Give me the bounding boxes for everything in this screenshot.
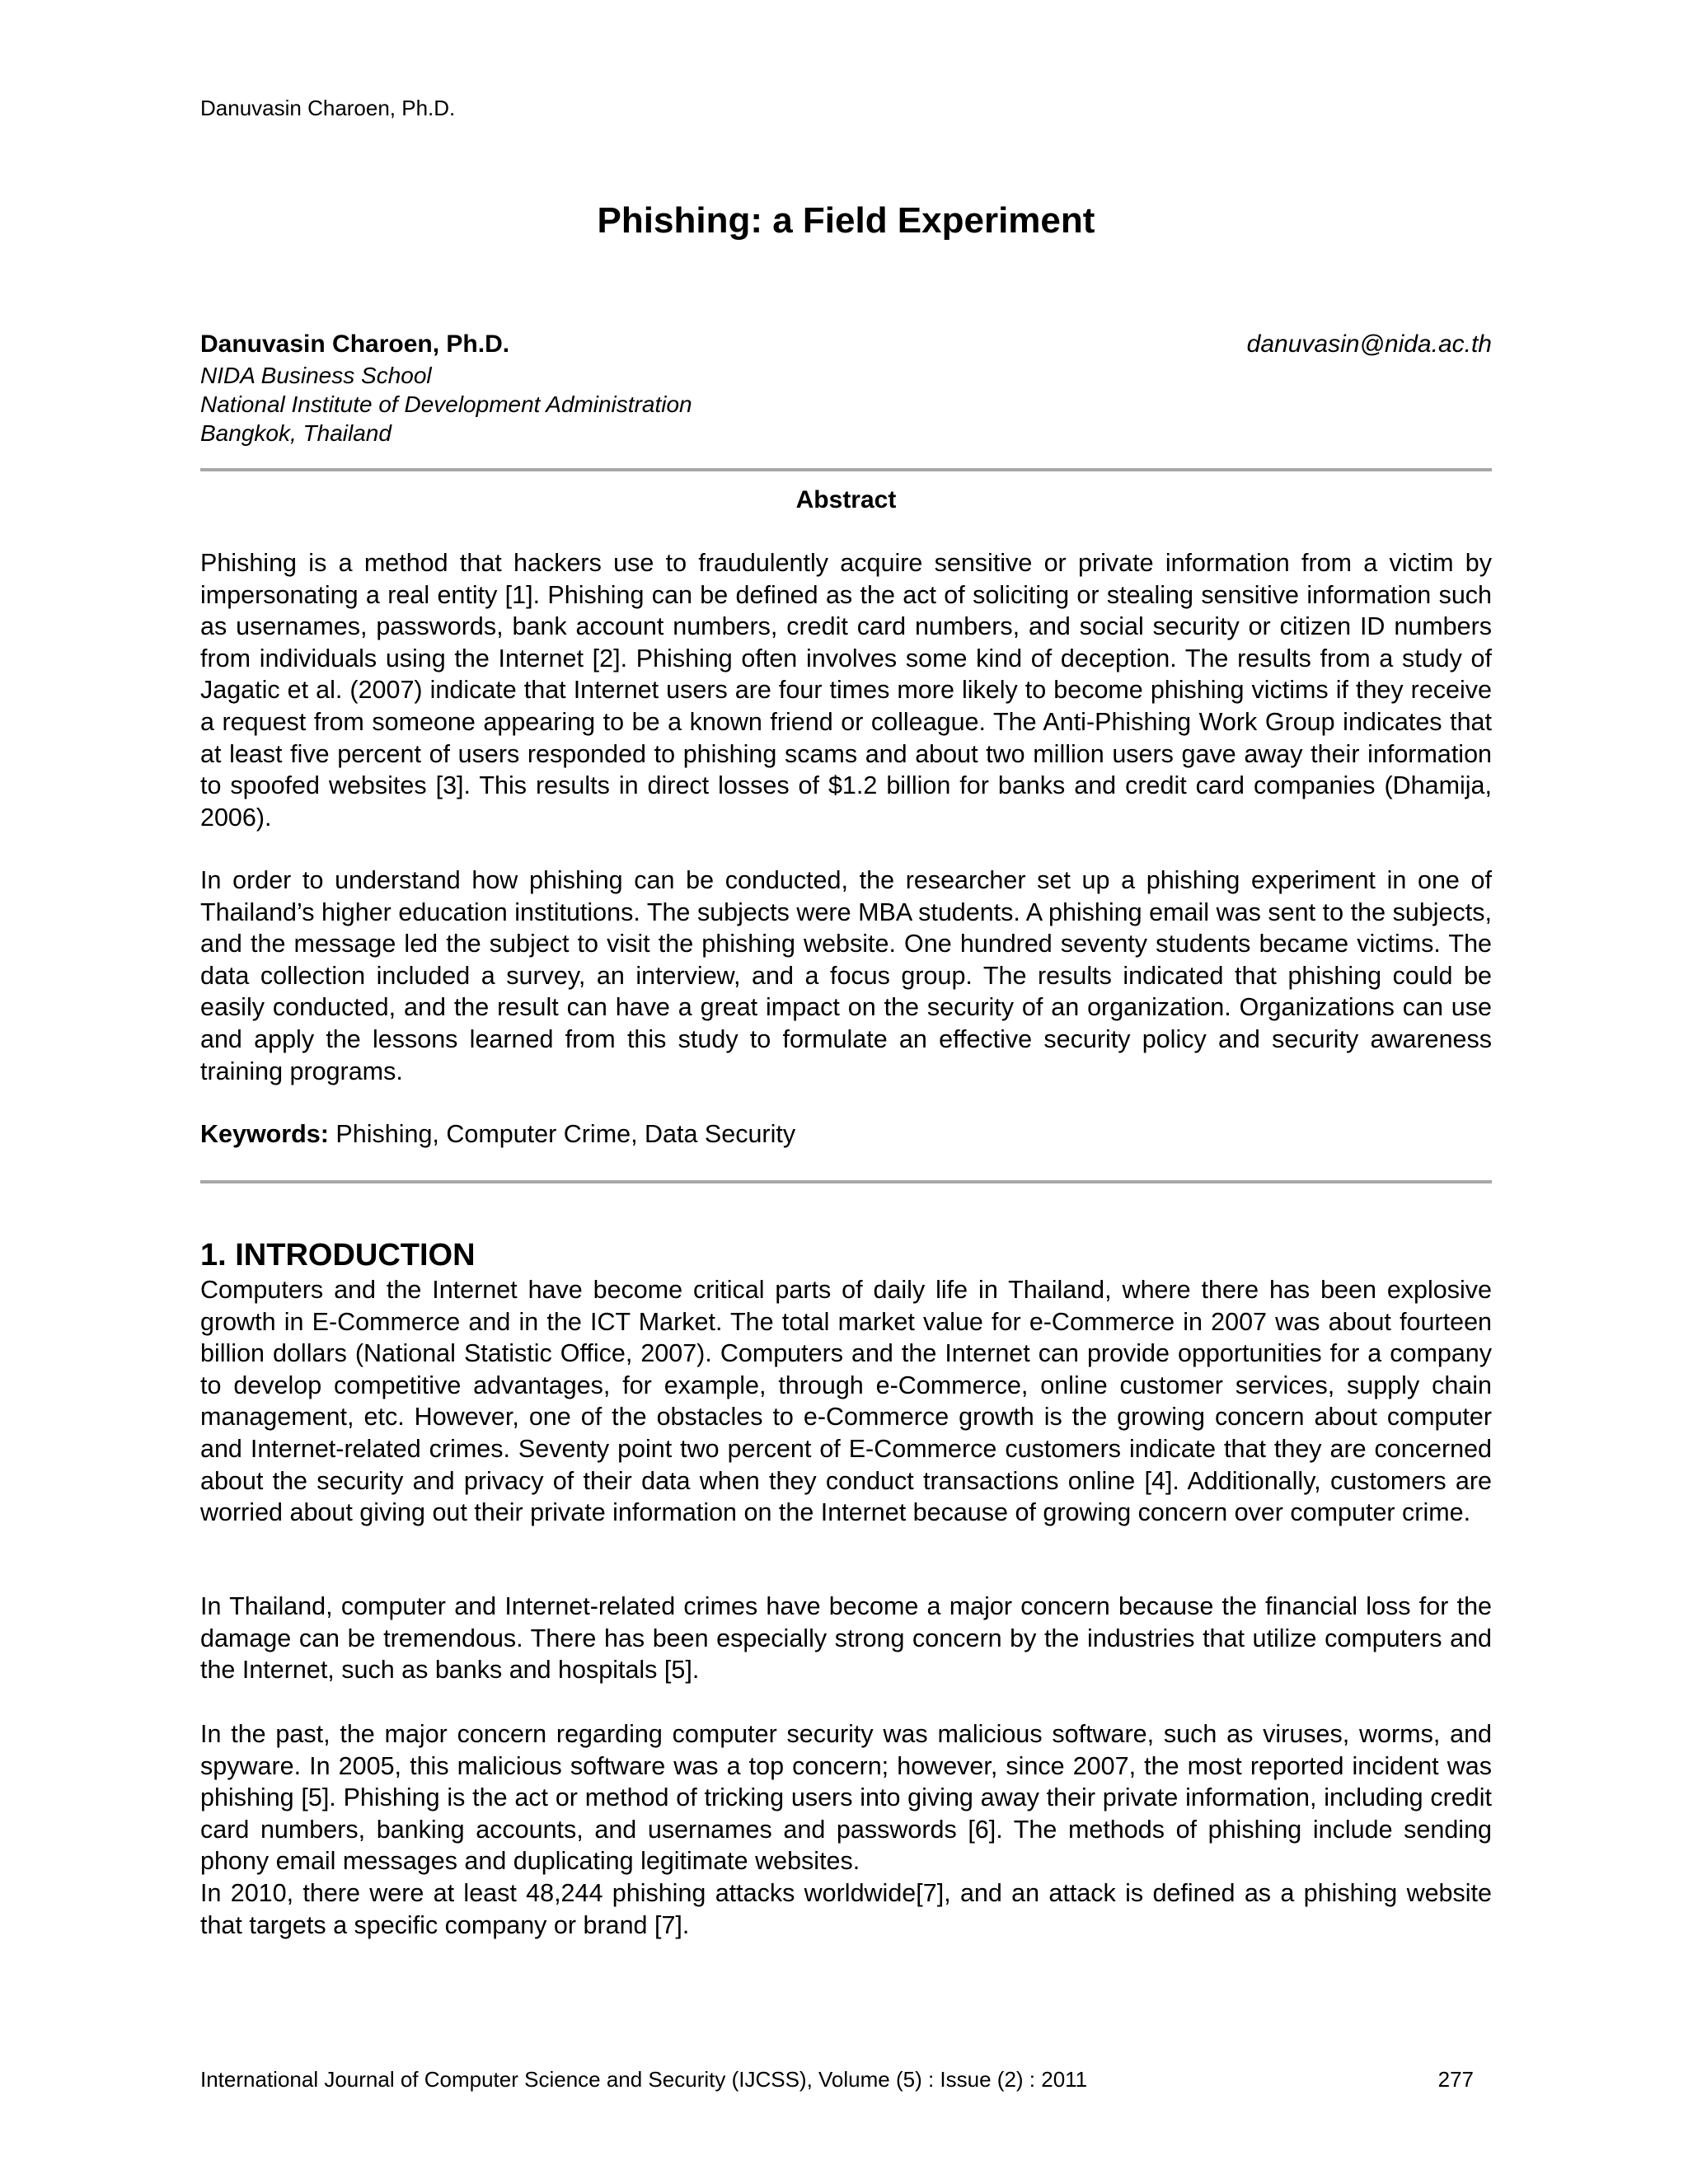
abstract-paragraph-1-text: Phishing is a method that hackers use to fraudulently acquire sensitive or private information from a victim by impersonating a real entity [1]. Phishing can be defined as the act of soliciting or stealing sensitive information such as usernames, passwords, bank account numbers, credit card numbers, and social security or citizen ID numbers from individuals using the Internet [2]. Phishing often involves some kind of deception. The results from a study of Jagatic et al. (2007) indicate that Internet users are four times more likely to become phishing victims if they receive a request from someone appearing to be a known friend or colleague. The Anti-Phishing Work Group indicates that at least five percent of users responded to phishing scams and about two million users gave away their information to spoofed websites [3]. This results in direct losses of $1.2 billion for banks and credit card companies (Dhamija, 2006). <box>200 549 1492 832</box>
keywords-label: Keywords: <box>200 1120 329 1148</box>
abstract-heading: Abstract <box>795 486 897 513</box>
intro-paragraph-4-text: In 2010, there were at least 48,244 phishing attacks worldwide[7], and an attack is defined as a phishing website that targets a specific company or brand [7]. <box>200 1878 1492 1939</box>
paper-title: Phishing: a Field Experiment <box>597 200 1095 241</box>
abstract-paragraph-2-text: In order to understand how phishing can be conducted, the researcher set up a phishing experiment in one of Thailand’s higher education institutions. The subjects were MBA students. A phishing email was sent to the subjects, and the message led the subject to visit the phishing website. One hundred seventy students became victims. The data collection included a survey, an interview, and a focus group. The results indicated that phishing could be easily conducted, and the result can have a great impact on the security of an organization. Organizations can use and apply the lessons learned from this study to formulate an effective security policy and security awareness training programs. <box>200 866 1492 1085</box>
divider-top <box>200 468 1492 471</box>
keywords-list: Phishing, Computer Crime, Data Security <box>328 1120 796 1148</box>
author-name: Danuvasin Charoen, Ph.D. <box>200 330 510 358</box>
running-header: Danuvasin Charoen, Ph.D. <box>200 96 456 120</box>
intro-paragraph-2 <box>200 1591 1492 1686</box>
section-heading-introduction: 1. INTRODUCTION <box>200 1238 476 1272</box>
journal-citation: International Journal of Computer Science and Security (IJCSS), Volume (5) : Issue (2) : 2011 <box>200 2067 1088 2092</box>
abstract-paragraph-2 <box>200 865 1492 1087</box>
author-email: danuvasin@nida.ac.th <box>1246 330 1492 358</box>
affiliation-location: Bangkok, Thailand <box>200 420 392 446</box>
page-footer <box>200 2066 1474 2093</box>
divider-bottom <box>200 1180 1492 1183</box>
intro-paragraph-3-text: In the past, the major concern regarding computer security was malicious software, such as viruses, worms, and spyware. In 2005, this malicious software was a top concern; however, since 2007, the most reported incident was phishing [5]. Phishing is the act or method of tricking users into giving away their private information, including credit card numbers, banking accounts, and usernames and passwords [6]. The methods of phishing include sending phony email messages and duplicating legitimate websites. <box>200 1720 1492 1876</box>
keywords-line <box>200 1118 1492 1151</box>
intro-paragraph-2-text: In Thailand, computer and Internet-related crimes have become a major concern because the financial loss for the damage can be tremendous. There has been especially strong concern by the industries that utilize computers and the Internet, such as banks and hospitals [5]. <box>200 1592 1492 1685</box>
intro-paragraph-3 <box>200 1718 1492 1941</box>
author-block <box>200 328 1492 448</box>
intro-paragraph-1 <box>200 1274 1492 1529</box>
page-number: 277 <box>1437 2067 1474 2092</box>
abstract-paragraph-1 <box>200 547 1492 833</box>
affiliation-school: NIDA Business School <box>200 363 432 388</box>
intro-paragraph-1-text: Computers and the Internet have become critical parts of daily life in Thailand, where there has been explosive growth in E-Commerce and in the ICT Market. The total market value for e-Commerce in 2007 was about fourteen billion dollars (National Statistic Office, 2007). Computers and the Internet can provide opportunities for a company to develop competitive advantages, for example, through e-Commerce, online customer services, supply chain management, etc. However, one of the obstacles to e-Commerce growth is the growing concern about computer and Internet-related crimes. Seventy point two percent of E-Commerce customers indicate that they are concerned about the security and privacy of their data when they conduct transactions online [4]. Additionally, customers are worried about giving out their private information on the Internet because of growing concern over computer crime. <box>200 1276 1492 1527</box>
affiliation-institute: National Institute of Development Administration <box>200 391 692 417</box>
